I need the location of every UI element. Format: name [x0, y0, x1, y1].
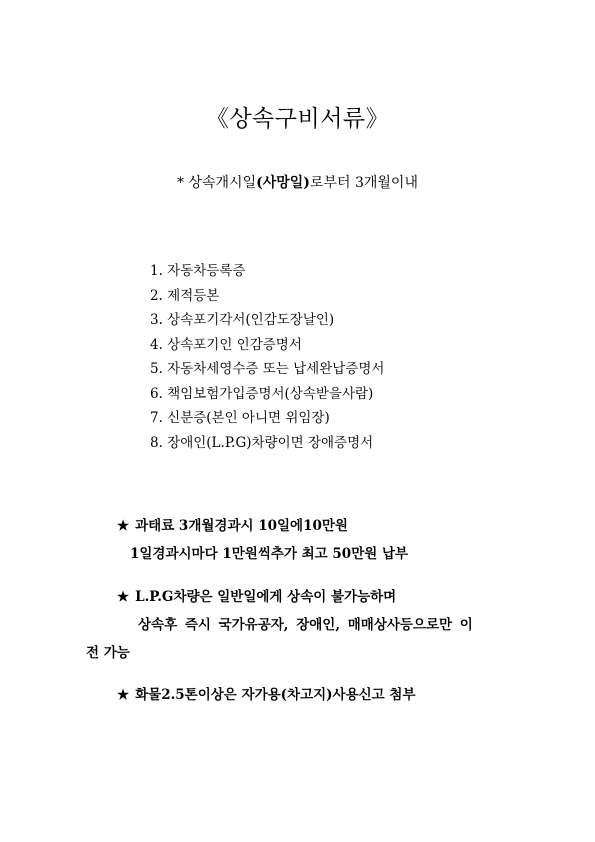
list-item: 1. 자동차등록증	[150, 263, 246, 279]
list-item: 4. 상속포기인 인감증명서	[150, 336, 302, 353]
list-item: 2. 제적등본	[150, 287, 220, 304]
truck-note-line1: 화물2.5톤이상은 자가용(차고지)사용신고 첨부	[135, 687, 416, 703]
list-item: 3. 상속포기각서(인감도장날인)	[150, 312, 335, 328]
deadline-notice-prefix: * 상속개시일	[177, 175, 257, 191]
lpg-note-line3: 전 가능	[86, 645, 130, 661]
penalty-note-line2: 1일경과시마다 1만원씩추가 최고 50만원 납부	[130, 546, 409, 562]
penalty-note	[117, 514, 348, 534]
lpg-note	[117, 585, 396, 605]
star-icon: ★	[117, 687, 130, 703]
penalty-note-line1: 과태료 3개월경과시 10일에10만원	[135, 518, 348, 534]
star-icon: ★	[117, 589, 130, 605]
star-icon: ★	[117, 518, 130, 534]
deadline-notice-emphasis: (사망일)	[256, 175, 310, 191]
list-item: 7. 신분증(본인 아니면 위임장)	[150, 410, 330, 426]
list-item: 5. 자동차세영수증 또는 납세완납증명서	[150, 361, 385, 377]
list-item: 8. 장애인(L.P.G)차량이면 장애증명서	[150, 434, 374, 451]
truck-note	[117, 683, 416, 703]
list-item: 6. 책임보험가입증명서(상속받을사람)	[150, 385, 374, 402]
deadline-notice	[0, 172, 595, 192]
required-documents-list	[150, 262, 384, 458]
lpg-note-line2: 상속후 즉시 국가유공자, 장애인, 매매상사등으로만 이	[138, 617, 473, 633]
document-title: 《상속구비서류》	[205, 106, 390, 132]
lpg-note-line1: L.P.G차량은 일반일에게 상속이 불가능하며	[135, 589, 397, 605]
deadline-notice-suffix: 로부터 3개월이내	[309, 175, 418, 191]
